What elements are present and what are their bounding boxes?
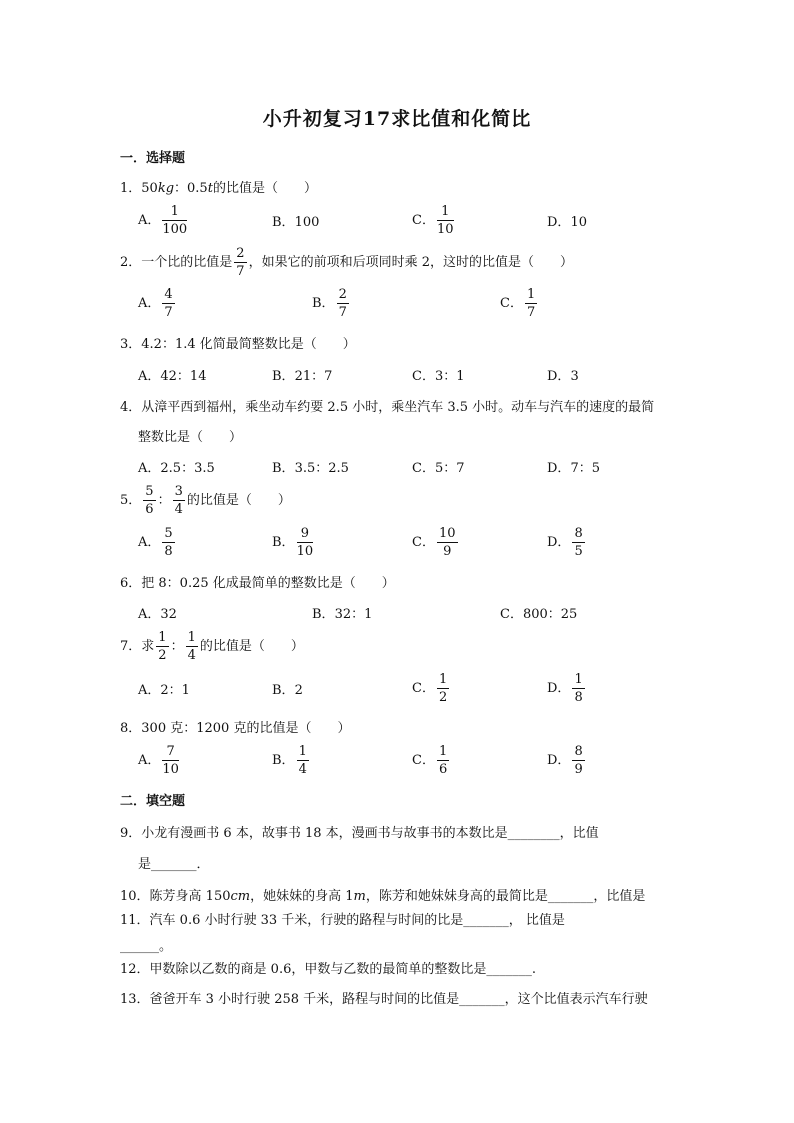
- option-c[interactable]: C． $\frac{10}{9}$: [412, 526, 456, 559]
- question-10: 10．陈芳身高 150cm，她妹妹的身高 1m，陈芳和她妹妹身高的最简比是_______，比值是: [120, 889, 646, 904]
- question-9-cont: 是_______．: [138, 857, 210, 872]
- question-11: 11．汽车 0.6 小时行驶 33 千米，行驶的路程与时间的比是_______， 比值是: [120, 913, 565, 928]
- fraction: $\frac{3}{4}$: [174, 484, 183, 517]
- option-a[interactable]: A．42：14: [138, 369, 207, 384]
- question-8: 8．300 克：1200 克的比值是（ ）: [120, 721, 351, 736]
- option-b[interactable]: B．100: [272, 215, 320, 230]
- fraction: $\frac{1}{2}$: [158, 630, 167, 663]
- fraction: $\frac{1}{4}$: [187, 630, 196, 663]
- question-2: [120, 247, 573, 278]
- option-c[interactable]: C． $\frac{1}{7}$: [500, 287, 536, 320]
- section-heading: 二．填空题: [120, 794, 186, 809]
- option-a[interactable]: A． $\frac{4}{7}$: [138, 287, 173, 320]
- fraction: $\frac{4}{7}$: [164, 287, 173, 320]
- question-7: 7．求 $\frac{1}{2}$ ： $\frac{1}{4}$ 的比值是（ ）: [120, 630, 304, 663]
- fraction: $\frac{2}{7}$: [236, 246, 245, 279]
- option-d[interactable]: D． $\frac{8}{5}$: [547, 526, 583, 559]
- fraction: $\frac{5}{6}$: [145, 484, 154, 517]
- stem-text: 50: [141, 181, 158, 196]
- option-a[interactable]: A． $\frac{5}{8}$: [138, 526, 173, 559]
- unit: kg: [157, 181, 175, 196]
- option-c[interactable]: C．800：25: [500, 607, 578, 622]
- question-9: 9．小龙有漫画书 6 本，故事书 18 本，漫画书与故事书的本数比是________，比值: [120, 826, 599, 841]
- fraction: $\frac{1}{6}$: [438, 744, 448, 777]
- fraction: $\frac{8}{9}$: [574, 744, 583, 777]
- section-heading: 一．选择题: [120, 151, 186, 166]
- question-number: 1．: [120, 181, 142, 196]
- question-number: 2．: [120, 255, 142, 270]
- option-a[interactable]: A． $\frac{1}{100}$: [138, 204, 188, 237]
- fraction: $\frac{7}{10}$: [162, 744, 179, 777]
- option-b[interactable]: B．2: [272, 683, 303, 698]
- fraction: $\frac{1}{2}$: [438, 672, 448, 705]
- option-b[interactable]: B． $\frac{9}{10}$: [272, 526, 314, 559]
- question-12: 12．甲数除以乙数的商是 0.6，甲数与乙数的最简单的整数比是_______.: [120, 962, 536, 977]
- question-5: 5． $\frac{5}{6}$ ： $\frac{3}{4}$ 的比值是（ ）: [120, 484, 291, 517]
- option-b[interactable]: B． $\frac{1}{4}$: [272, 744, 307, 777]
- option-c[interactable]: C．5：7: [412, 461, 465, 476]
- option-a[interactable]: A． $\frac{7}{10}$: [138, 744, 179, 777]
- stem-text: 一个比的比值是: [141, 255, 233, 270]
- question-13: 13．爸爸开车 3 小时行驶 258 千米，路程与时间的比值是_______，这个比值表示汽车行驶: [120, 992, 648, 1007]
- option-c[interactable]: C． $\frac{1}{2}$: [412, 672, 448, 705]
- unit: t: [207, 181, 213, 196]
- option-a[interactable]: A．32: [138, 607, 177, 622]
- option-d[interactable]: D．7：5: [547, 461, 600, 476]
- fraction: $\frac{1}{8}$: [574, 672, 583, 705]
- fraction: $\frac{9}{10}$: [296, 526, 314, 559]
- option-b[interactable]: B．32：1: [312, 607, 373, 622]
- option-c[interactable]: C． $\frac{1}{10}$: [412, 204, 454, 237]
- fraction: $\frac{1}{10}$: [436, 204, 454, 237]
- fraction: $\frac{1}{4}$: [298, 744, 307, 777]
- question-11-cont: ______。: [120, 939, 173, 954]
- option-a[interactable]: A．2.5：3.5: [138, 461, 215, 476]
- option-d[interactable]: D．3: [547, 369, 579, 384]
- stem-text: 的比值是（ ）: [212, 181, 317, 196]
- fraction: $\frac{1}{7}$: [526, 287, 536, 320]
- question-4-cont: 整数比是（ ）: [138, 430, 243, 445]
- fraction: $\frac{10}{9}$: [438, 526, 456, 559]
- fraction: $\frac{8}{5}$: [574, 526, 583, 559]
- option-d[interactable]: D．10: [547, 215, 587, 230]
- option-b[interactable]: B． $\frac{2}{7}$: [312, 287, 347, 320]
- option-b[interactable]: B．21：7: [272, 369, 333, 384]
- stem-text: ，如果它的前项和后项同时乘 2，这时的比值是（ ）: [248, 255, 573, 270]
- option-c[interactable]: C． $\frac{1}{6}$: [412, 744, 448, 777]
- option-d[interactable]: D． $\frac{8}{9}$: [547, 744, 583, 777]
- stem-text: ：0.5: [174, 181, 208, 196]
- option-b[interactable]: B．3.5：2.5: [272, 461, 349, 476]
- question-6: 6．把 8：0.25 化成最简单的整数比是（ ）: [120, 576, 395, 591]
- question-3: 3．4.2：1.4 化简最简整数比是（ ）: [120, 337, 356, 352]
- fraction: $\frac{1}{100}$: [162, 204, 188, 237]
- option-d[interactable]: D． $\frac{1}{8}$: [547, 672, 583, 705]
- page-title: 小升初复习17求比值和化简比: [262, 108, 532, 130]
- fraction: $\frac{2}{7}$: [338, 287, 347, 320]
- fraction: $\frac{5}{8}$: [164, 526, 173, 559]
- question-4: 4．从漳平西到福州，乘坐动车约要 2.5 小时，乘坐汽车 3.5 小时。动车与汽车的速度的最简: [120, 400, 655, 415]
- option-a[interactable]: A．2：1: [138, 683, 190, 698]
- question-1: [120, 177, 317, 196]
- option-c[interactable]: C．3：1: [412, 369, 465, 384]
